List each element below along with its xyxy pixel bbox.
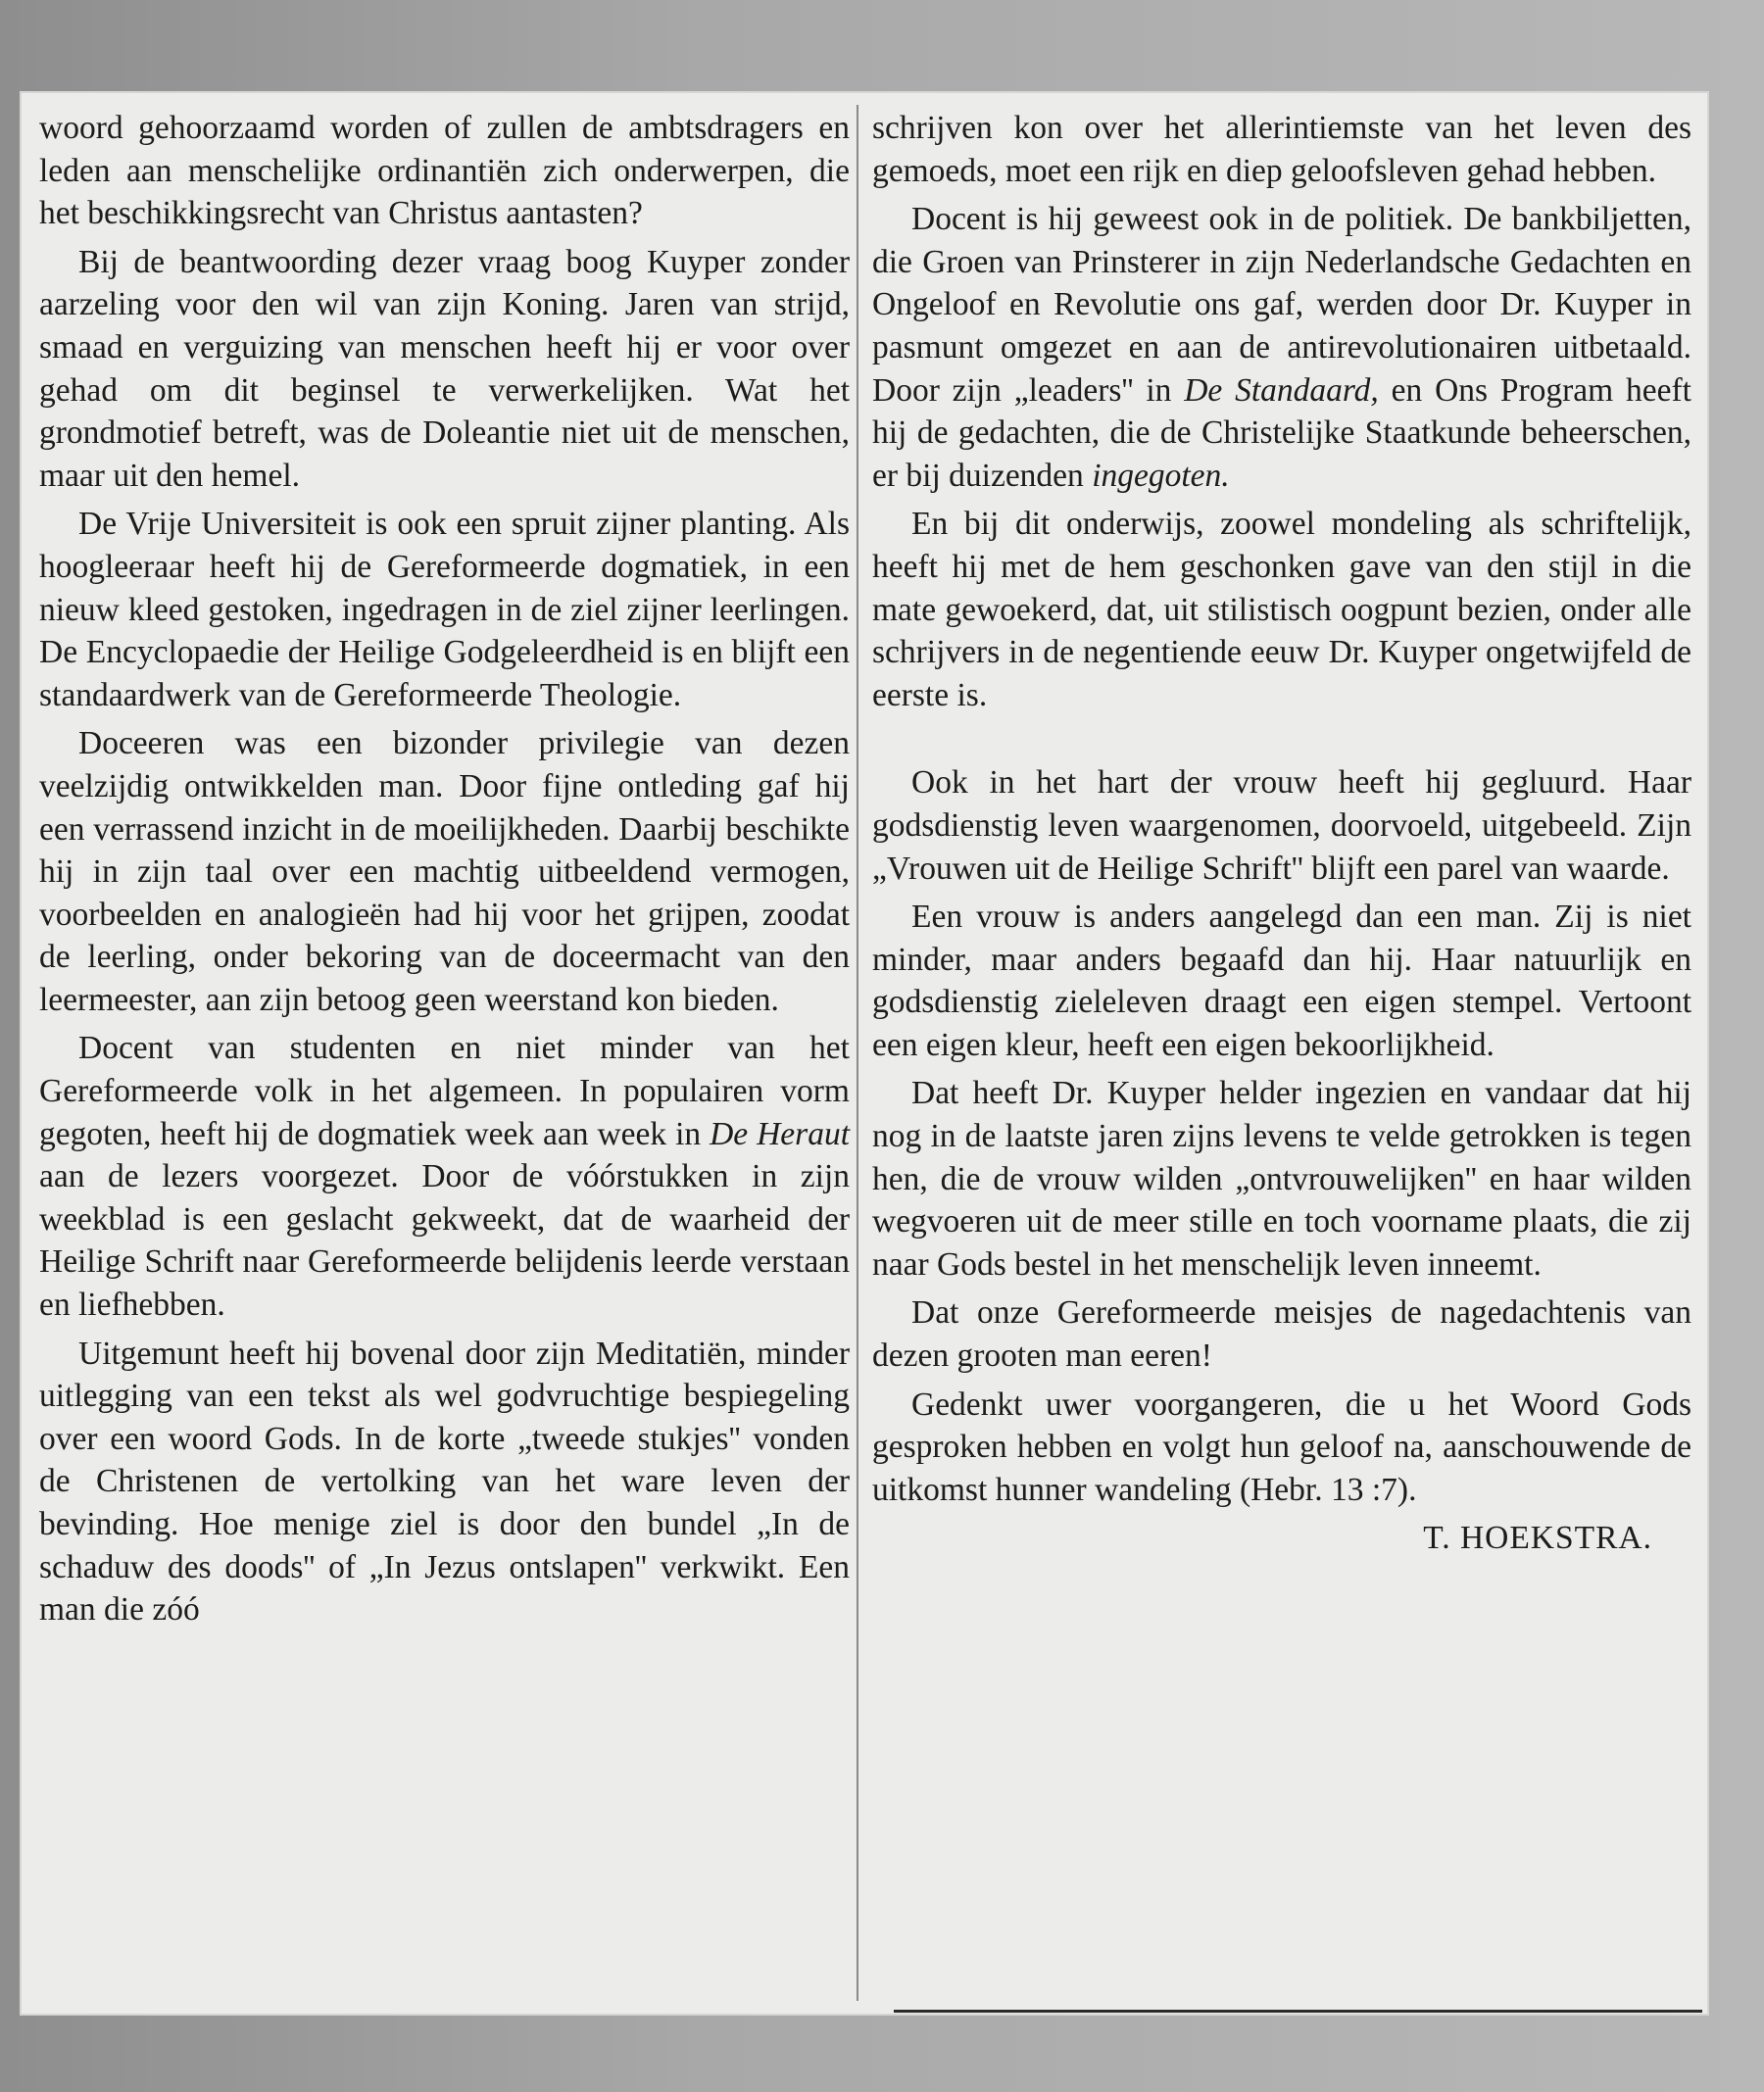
author-signature: T. HOEKSTRA. <box>1423 1520 1652 1557</box>
right-paragraph-2 <box>872 198 1691 497</box>
right-paragraph-1: schrijven kon over het allerintiemste van het leven des gemoeds, moet een rijk en diep geloofsleven gehad hebben. <box>872 110 1691 189</box>
section-gap <box>872 722 1691 761</box>
right-column <box>872 107 1691 1560</box>
left-paragraph-3: De Vrije Universiteit is ook een spruit zijner planting. Als hoogleeraar heeft hij de Gereformeerde dogmatiek, in een nieuw kleed gestoken, ingedragen in de ziel zijner leerlingen. De Encyclopaedie der Heilige Godgeleerdheid is en blijft een standaardwerk van de Gereformeerde Theologie. <box>39 506 850 713</box>
left-paragraph-6: Uitgemunt heeft hij bovenal door zijn Meditatiën, minder uitlegging van een tekst als wel godvruchtige bespiegeling over een woord Gods. In de korte „tweede stukjes'' vonden de Christenen de vertolking van het ware leven der bevinding. Hoe menige ziel is door den bundel „In de schaduw des doods'' of „In Jezus ontslapen'' verkwikt. Een man die zóó <box>39 1335 850 1629</box>
left-paragraph-2: Bij de beantwoording dezer vraag boog Kuyper zonder aarzeling voor den wil van zijn Koning. Jaren van strijd, smaad en verguizing van menschen heeft hij er voor over gehad om dit beginsel te verwerkelijken. Wat het grondmotief betreft, was de Doleantie niet uit de menschen, maar uit den hemel. <box>39 243 850 494</box>
left-paragraph-4: Doceeren was een bizonder privilegie van dezen veelzijdig ontwikkelden man. Door fijne ontleding gaf hij een verrassend inzicht in de moeilijkheden. Daarbij beschikte hij in zijn taal over een machtig uitbeeldend vermogen, voorbeelden en analogieën had hij voor het grijpen, zoodat de leerling, onder bekoring van de doceermacht van den leermeester, aan zijn betoog geen weerstand kon bieden. <box>39 725 850 1018</box>
right-paragraph-3: En bij dit onderwijs, zoowel mondeling als schriftelijk, heeft hij met de hem geschonken gave van den stijl in die mate gewoekerd, dat, uit stilistisch oogpunt bezien, onder alle schrijvers in de negentiende eeuw Dr. Kuyper ongetwijfeld de eerste is. <box>872 506 1691 713</box>
right-paragraph-5: Een vrouw is anders aangelegd dan een man. Zij is niet minder, maar anders begaafd dan hij. Haar natuurlijk en godsdienstig zieleleven draagt een eigen stempel. Vertoont een eigen kleur, heeft een eigen bekoorlijkheid. <box>872 899 1691 1063</box>
left-paragraph-1: woord gehoorzaamd worden of zullen de ambtsdragers en leden aan menschelijke ordinantiën zich onderwerpen, die het beschikkingsrecht van Christus aantasten? <box>39 110 850 232</box>
newspaper-clipping <box>22 93 1707 2014</box>
column-divider <box>857 105 858 2001</box>
left-column <box>39 107 850 1637</box>
right-paragraph-2-text-b: en Ons Program heeft hij de gedachten, die de Christelijke Staatkunde beheerschen, er bij duizenden <box>872 371 1691 494</box>
de-standaard-title: De Standaard, <box>1184 371 1379 409</box>
left-paragraph-5 <box>39 1027 850 1326</box>
right-paragraph-6: Dat heeft Dr. Kuyper helder ingezien en vandaar dat hij nog in de laatste jaren zijns levens te velde getrokken is tegen hen, die de vrouw wilden „ontvrouwelijken'' en haar wilden wegvoeren uit de meer stille en toch voorname plaats, die zij naar Gods bestel in het menschelijk leven inneemt. <box>872 1075 1691 1283</box>
end-rule <box>894 2010 1702 2013</box>
right-paragraph-4: Ook in het hart der vrouw heeft hij gegluurd. Haar godsdienstig leven waargenomen, doorvoeld, uitgebeeld. Zijn „Vrouwen uit de Heilige Schrift'' blijft een parel van waarde. <box>872 764 1691 887</box>
right-paragraph-7: Dat onze Gereformeerde meisjes de nagedachtenis van dezen grooten man eeren! <box>872 1294 1691 1375</box>
right-paragraph-2-text-a: Docent is hij geweest ook in de politiek. De bankbiljetten, die Groen van Prinsterer in zijn Nederlandsche Gedachten en Ongeloof en Revolutie ons gaf, werden door Dr. Kuyper in pasmunt omgezet en aan de antirevolutionairen uitbetaald. Door zijn „leaders'' in <box>872 201 1691 409</box>
right-paragraph-8: Gedenkt uwer voorgangeren, die u het Woord Gods gesproken hebben en volgt hun geloof na, aanschouwende de uitkomst hunner wandeling (Hebr. 13 :7). <box>872 1386 1691 1508</box>
left-paragraph-5-text-a: Docent van studenten en niet minder van het Gereformeerde volk in het algemeen. In populairen vorm gegoten, heeft hij de dogmatiek week aan week in <box>39 1030 850 1152</box>
left-paragraph-5-text-b: aan de lezers voorgezet. Door de vóórstukken in zijn weekblad is een geslacht gekweekt, dat de waarheid der Heilige Schrift naar Gereformeerde belijdenis leerde verstaan en liefhebben. <box>39 1158 850 1324</box>
ingegoten-word: ingegoten. <box>1092 457 1230 494</box>
de-heraut-title: De Heraut <box>710 1115 851 1152</box>
